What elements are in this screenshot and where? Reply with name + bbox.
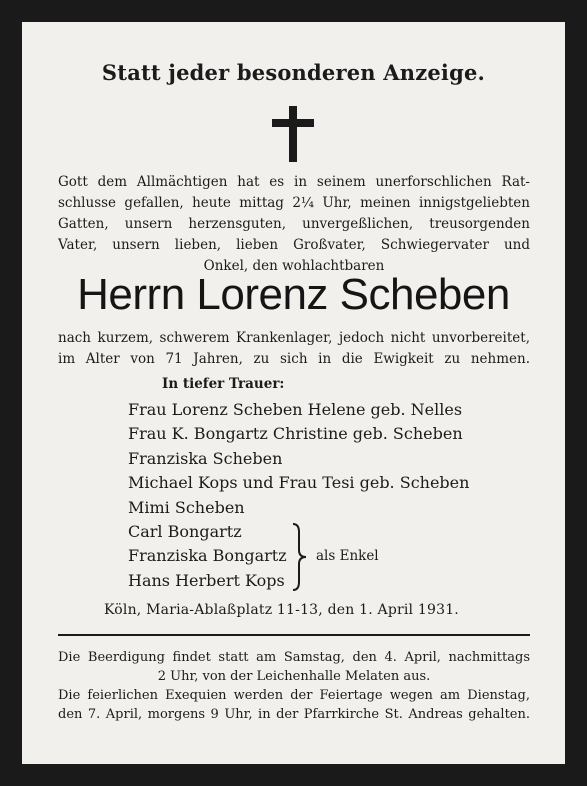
funeral-line: 2 Uhr, von der Leichenhalle Melaten aus. xyxy=(157,669,431,684)
announcement-paragraph xyxy=(58,172,530,277)
announcement-line: Gott dem Allmächtigen hat es in seinem unerforschlichen Rat- xyxy=(58,174,530,190)
cross-icon xyxy=(272,106,314,162)
mourner-name: Franziska Scheben xyxy=(128,448,283,468)
notice-heading: Statt jeder besonderen Anzeige. xyxy=(101,60,486,85)
divider xyxy=(58,634,530,636)
circumstances-line: im Alter von 71 Jahren, zu sich in die Ewigkeit zu nehmen. xyxy=(58,351,530,367)
exequies-line: Die feierlichen Exequien werden der Feiertage wegen am Dienstag, xyxy=(58,688,530,703)
mourner-name: Michael Kops und Frau Tesi geb. Scheben xyxy=(128,473,470,493)
exequies-line: den 7. April, morgens 9 Uhr, in der Pfarrkirche St. Andreas gehalten. xyxy=(58,707,530,722)
funeral-paragraph xyxy=(58,648,530,686)
curly-brace-icon xyxy=(290,522,310,592)
mourning-label: In tiefer Trauer: xyxy=(162,376,285,392)
funeral-line: Die Beerdigung findet statt am Samstag, den 4. April, nachmittags xyxy=(58,650,530,665)
circumstances-line: nach kurzem, schwerem Krankenlager, jedoch nicht unvorbereitet, xyxy=(58,330,530,346)
mourner-name: Frau K. Bongartz Christine geb. Scheben xyxy=(128,424,463,444)
obituary-notice xyxy=(22,22,565,764)
announcement-line: Vater, unsern lieben, lieben Großvater, Schwiegervater und xyxy=(58,237,530,253)
circumstances-paragraph xyxy=(58,328,530,370)
announcement-line: Gatten, unsern herzensguten, unvergeßlichen, treusorgenden xyxy=(58,216,530,232)
announcement-line: Onkel, den wohlachtbaren xyxy=(203,258,385,274)
place-and-date: Köln, Maria-Ablaßplatz 11-13, den 1. April 1931. xyxy=(104,602,459,618)
grandchild-name: Hans Herbert Kops xyxy=(128,570,285,590)
deceased-name: Herrn Lorenz Scheben xyxy=(77,270,510,319)
mourner-name: Mimi Scheben xyxy=(128,497,245,517)
exequies-paragraph xyxy=(58,686,530,724)
grandchild-name: Franziska Bongartz xyxy=(128,546,287,566)
announcement-line: schlusse gefallen, heute mittag 2¼ Uhr, meinen innigstgeliebten xyxy=(58,195,530,211)
grandchild-name: Carl Bongartz xyxy=(128,522,242,542)
mourner-name: Frau Lorenz Scheben Helene geb. Nelles xyxy=(128,400,463,419)
grandchildren-label: als Enkel xyxy=(316,548,379,564)
